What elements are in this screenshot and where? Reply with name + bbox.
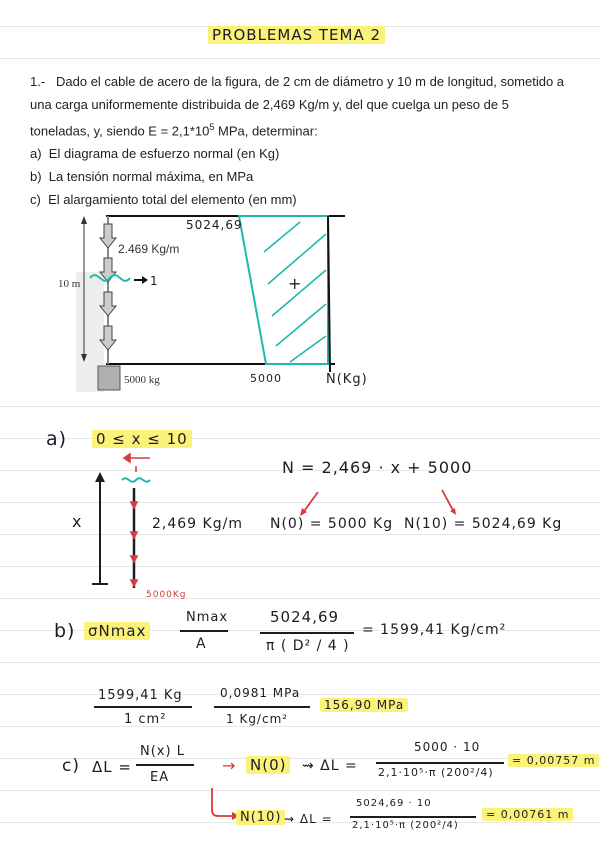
top-force-value: 5024,69 xyxy=(186,218,243,232)
part-c-n0-result: = 0,00757 m xyxy=(508,754,599,767)
part-a-label: a) xyxy=(46,428,68,450)
part-b-label: b) xyxy=(54,620,76,642)
question-a: a) El diagrama de esfuerzo normal (en Kg) xyxy=(30,146,280,162)
part-b-fraction-bar-1 xyxy=(180,630,228,632)
bottom-force-value: 5000 xyxy=(250,372,282,385)
part-c-formula-den: EA xyxy=(150,770,170,785)
normal-force-diagram xyxy=(239,216,330,372)
part-a-n0: N(0) = 5000 Kg xyxy=(270,516,394,532)
question-c: c) El alargamiento total del elemento (en mm) xyxy=(30,192,297,208)
part-b-sigma: σNmax xyxy=(84,622,150,640)
weight-label: 5000 kg xyxy=(124,374,160,386)
length-label: 10 m xyxy=(58,278,81,290)
part-b-nmax: Nmax xyxy=(186,610,229,625)
part-b-fraction-bar-4 xyxy=(214,706,310,708)
part-a-x-label: x xyxy=(72,512,83,531)
distributed-load-label: 2.469 Kg/m xyxy=(118,242,180,256)
cable-figure xyxy=(50,212,560,398)
part-c-n10-tag: N(10) xyxy=(236,810,285,825)
axis-label: N(Kg) xyxy=(326,372,368,387)
part-a-equation: N = 2,469 · x + 5000 xyxy=(282,458,473,477)
part-c-label: c) xyxy=(62,756,80,776)
part-b-result2: 156,90 MPa xyxy=(320,698,408,712)
diagram-sign: + xyxy=(288,274,303,293)
part-c-n10-bar xyxy=(350,816,476,818)
part-c-formula-num: N(x) L xyxy=(140,744,185,759)
part-b-area: A xyxy=(196,636,207,652)
section-mark: 1 xyxy=(150,274,159,288)
problem-statement xyxy=(30,70,570,211)
cable-diagram-svg xyxy=(50,212,560,398)
part-b-conv-den2: 1 Kg/cm² xyxy=(226,712,289,726)
part-a-load: 2,469 Kg/m xyxy=(152,516,243,532)
part-b-value-den: π ( D² / 4 ) xyxy=(266,638,350,654)
part-c-arrow: → xyxy=(222,756,237,775)
part-c-n10-implies: ⇝ ΔL = xyxy=(284,812,333,826)
part-b-result1: = 1599,41 Kg/cm² xyxy=(362,622,507,638)
part-a-range: 0 ≤ x ≤ 10 xyxy=(92,430,192,448)
question-b: b) La tensión normal máxima, en MPa xyxy=(30,169,254,185)
part-a-bottom-load: 5000Kg xyxy=(146,590,187,600)
part-b-conv-num1: 1599,41 Kg xyxy=(98,688,183,703)
part-b-fraction-bar-2 xyxy=(260,632,354,634)
part-c-n10-den: 2,1·10⁵·π (200²/4) xyxy=(352,820,459,831)
problem-intro: 1.- Dado el cable de acero de la figura, de 2 cm de diámetro y 10 m de longitud, sometido a una carga uniformemente distribuida de 2,469 Kg/m y, del que cuelga un peso de 5 toneladas, y, siendo $E = 2,1*10^5$ MPa, determinar: xyxy=(30,74,565,139)
part-c-n0-den: 2,1·10⁵·π (200²/4) xyxy=(378,766,494,779)
part-b-fraction-bar-3 xyxy=(94,706,192,708)
part-c-fraction-bar xyxy=(136,764,194,766)
part-c-n0-tag: N(0) xyxy=(246,756,290,774)
part-c-lhs: ΔL = xyxy=(92,758,132,776)
part-b-value-num: 5024,69 xyxy=(270,608,340,626)
part-c-n10-num: 5024,69 · 10 xyxy=(356,798,432,809)
part-a-n10: N(10) = 5024,69 Kg xyxy=(404,516,563,532)
part-c-n0-implies: ⇝ ΔL = xyxy=(302,758,358,774)
part-b-conv-den1: 1 cm² xyxy=(124,712,167,727)
part-b-conv-num2: 0,0981 MPa xyxy=(220,686,301,700)
part-c-n0-bar xyxy=(376,762,504,764)
part-c-n10-result: = 0,00761 m xyxy=(482,808,573,821)
part-c-n0-num: 5000 · 10 xyxy=(414,740,481,754)
page-title: PROBLEMAS TEMA 2 xyxy=(208,26,385,44)
